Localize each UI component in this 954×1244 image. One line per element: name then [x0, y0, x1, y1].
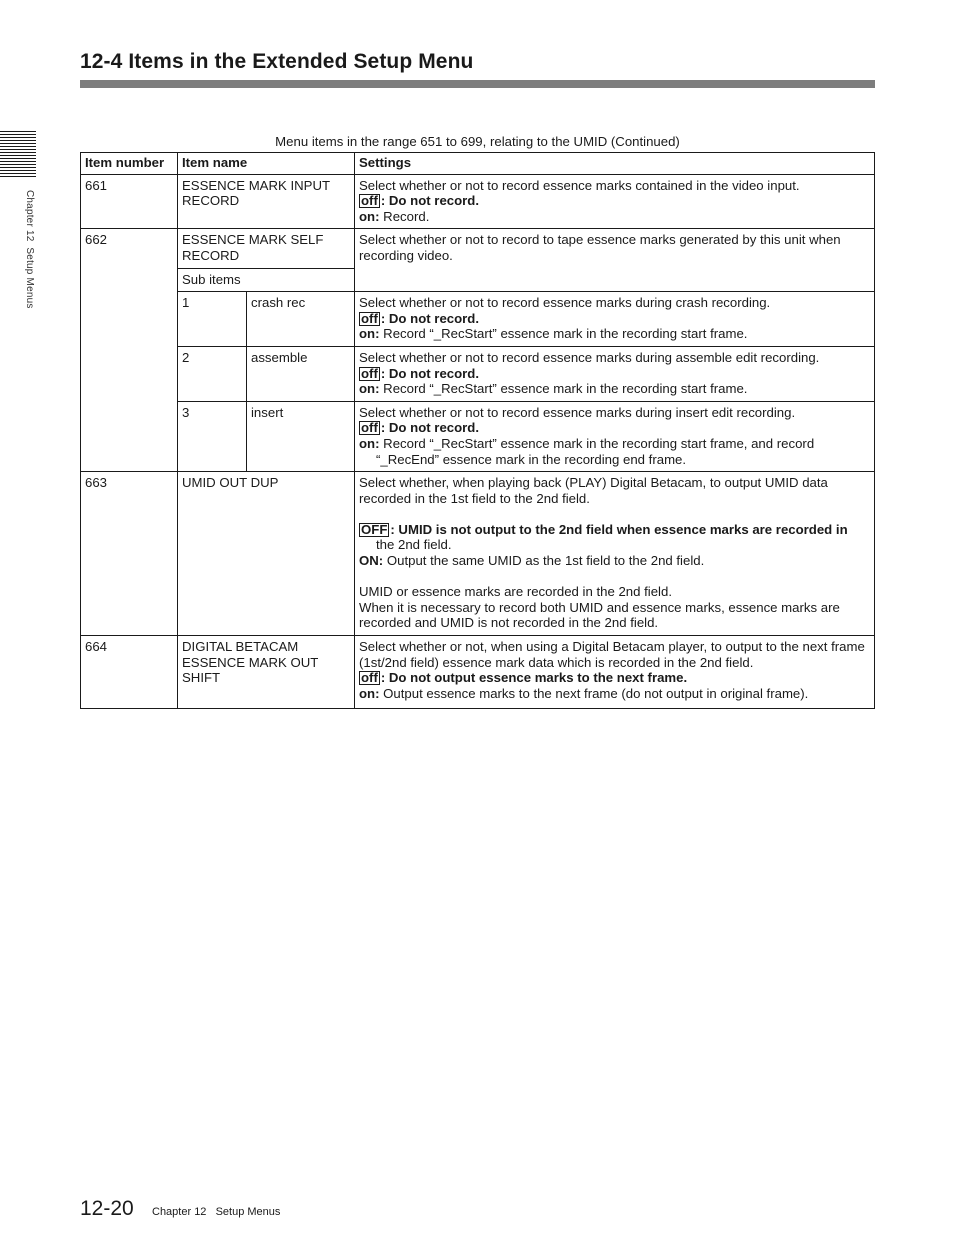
table-header-row	[81, 153, 875, 175]
off-colon: : Do not record.	[380, 310, 480, 326]
table-row	[81, 174, 875, 229]
settings-description: Select whether or not, when using a Digital Betacam player, to output to the next frame (1st/2nd field) essence mark data which is recorded in the 2nd field.	[359, 639, 865, 670]
item-name: DIGITAL BETACAM ESSENCE MARK OUT SHIFT	[178, 636, 355, 709]
off-colon: : Do not record.	[380, 365, 480, 381]
sub-item-row	[81, 401, 875, 471]
sub-item-row	[81, 346, 875, 401]
item-settings	[355, 636, 875, 709]
off-colon: : Do not record.	[380, 193, 480, 209]
table-row	[81, 472, 875, 636]
settings-description: Select whether or not to record essence marks contained in the video input.	[359, 177, 800, 193]
item-number: 663	[81, 472, 178, 636]
settings-note: UMID or essence marks are recorded in the 2nd field.	[359, 584, 672, 600]
settings-description: Select whether, when playing back (PLAY) Digital Betacam, to output UMID data recorded in the 1st field to the 2nd field.	[359, 475, 828, 506]
sub-item-number: 3	[178, 401, 247, 471]
sub-item-row	[81, 292, 875, 347]
on-text: Output the same UMID as the 1st field to the 2nd field.	[383, 553, 705, 569]
settings-description: Select whether or not to record essence marks during crash recording.	[359, 295, 771, 311]
settings-description: Select whether or not to record to tape essence marks generated by this unit when recording video.	[359, 232, 841, 263]
table-caption: Menu items in the range 651 to 699, relating to the UMID (Continued)	[275, 134, 680, 149]
on-text: Record “_RecStart” essence mark in the recording start frame, and record	[379, 435, 815, 451]
on-text: Record “_RecStart” essence mark in the recording start frame.	[379, 326, 748, 342]
sub-item-name: insert	[247, 401, 355, 471]
item-settings	[355, 472, 875, 636]
on-text: Output essence marks to the next frame (do not output in original frame).	[379, 685, 809, 701]
default-value-box: off	[361, 365, 378, 381]
header-settings: Settings	[355, 153, 875, 175]
on-key: on:	[359, 435, 380, 451]
item-settings	[355, 346, 875, 401]
sub-item-number: 1	[178, 292, 247, 347]
settings-description: Select whether or not to record essence marks during insert edit recording.	[359, 404, 796, 420]
default-value-box: OFF	[361, 521, 388, 537]
settings-description: Select whether or not to record essence marks during assemble edit recording.	[359, 349, 820, 365]
item-name: UMID OUT DUP	[178, 472, 355, 636]
settings-table	[80, 152, 875, 709]
on-text-continued: “_RecEnd” essence mark in the recording end frame.	[376, 451, 687, 467]
table-row	[81, 229, 875, 268]
on-key: on:	[359, 326, 380, 342]
header-item-number: Item number	[81, 153, 178, 175]
item-number: 664	[81, 636, 178, 709]
on-key: on:	[359, 208, 380, 224]
sub-item-number: 2	[178, 346, 247, 401]
on-key: on:	[359, 685, 380, 701]
on-text: Record.	[379, 208, 430, 224]
item-settings	[355, 292, 875, 347]
on-key: ON:	[359, 553, 384, 569]
title-rule	[80, 80, 875, 88]
on-text: Record “_RecStart” essence mark in the recording start frame.	[379, 381, 748, 397]
off-text-continued: the 2nd field.	[376, 537, 452, 553]
off-colon: : Do not output essence marks to the next frame.	[380, 670, 688, 686]
item-settings	[355, 401, 875, 471]
default-value-box: off	[361, 310, 378, 326]
on-key: on:	[359, 381, 380, 397]
default-value-box: off	[361, 193, 378, 209]
default-value-box: off	[361, 420, 378, 436]
settings-note: When it is necessary to record both UMID and essence marks, essence marks are recorded and UMID is not recorded in the 2nd field.	[359, 599, 840, 631]
item-name: ESSENCE MARK SELF RECORD	[178, 229, 355, 268]
table-row	[81, 636, 875, 709]
off-colon: : UMID is not output to the 2nd field when essence marks are recorded in	[390, 521, 848, 537]
default-value-box: off	[361, 670, 378, 686]
item-settings	[355, 229, 875, 292]
side-chapter-label: Chapter 12 Setup Menus	[24, 190, 35, 309]
page-number: 12-20	[80, 1197, 134, 1220]
chapter-thumb-tab	[0, 131, 36, 178]
item-number: 661	[81, 174, 178, 229]
sub-items-label: Sub items	[178, 268, 355, 292]
page-title: 12-4 Items in the Extended Setup Menu	[80, 50, 474, 73]
footer-chapter-text: Chapter 12 Setup Menus	[152, 1206, 281, 1218]
sub-item-name: assemble	[247, 346, 355, 401]
header-item-name: Item name	[178, 153, 355, 175]
off-colon: : Do not record.	[380, 420, 480, 436]
item-name: ESSENCE MARK INPUT RECORD	[178, 174, 355, 229]
item-number: 662	[81, 229, 178, 472]
item-settings	[355, 174, 875, 229]
sub-item-name: crash rec	[247, 292, 355, 347]
